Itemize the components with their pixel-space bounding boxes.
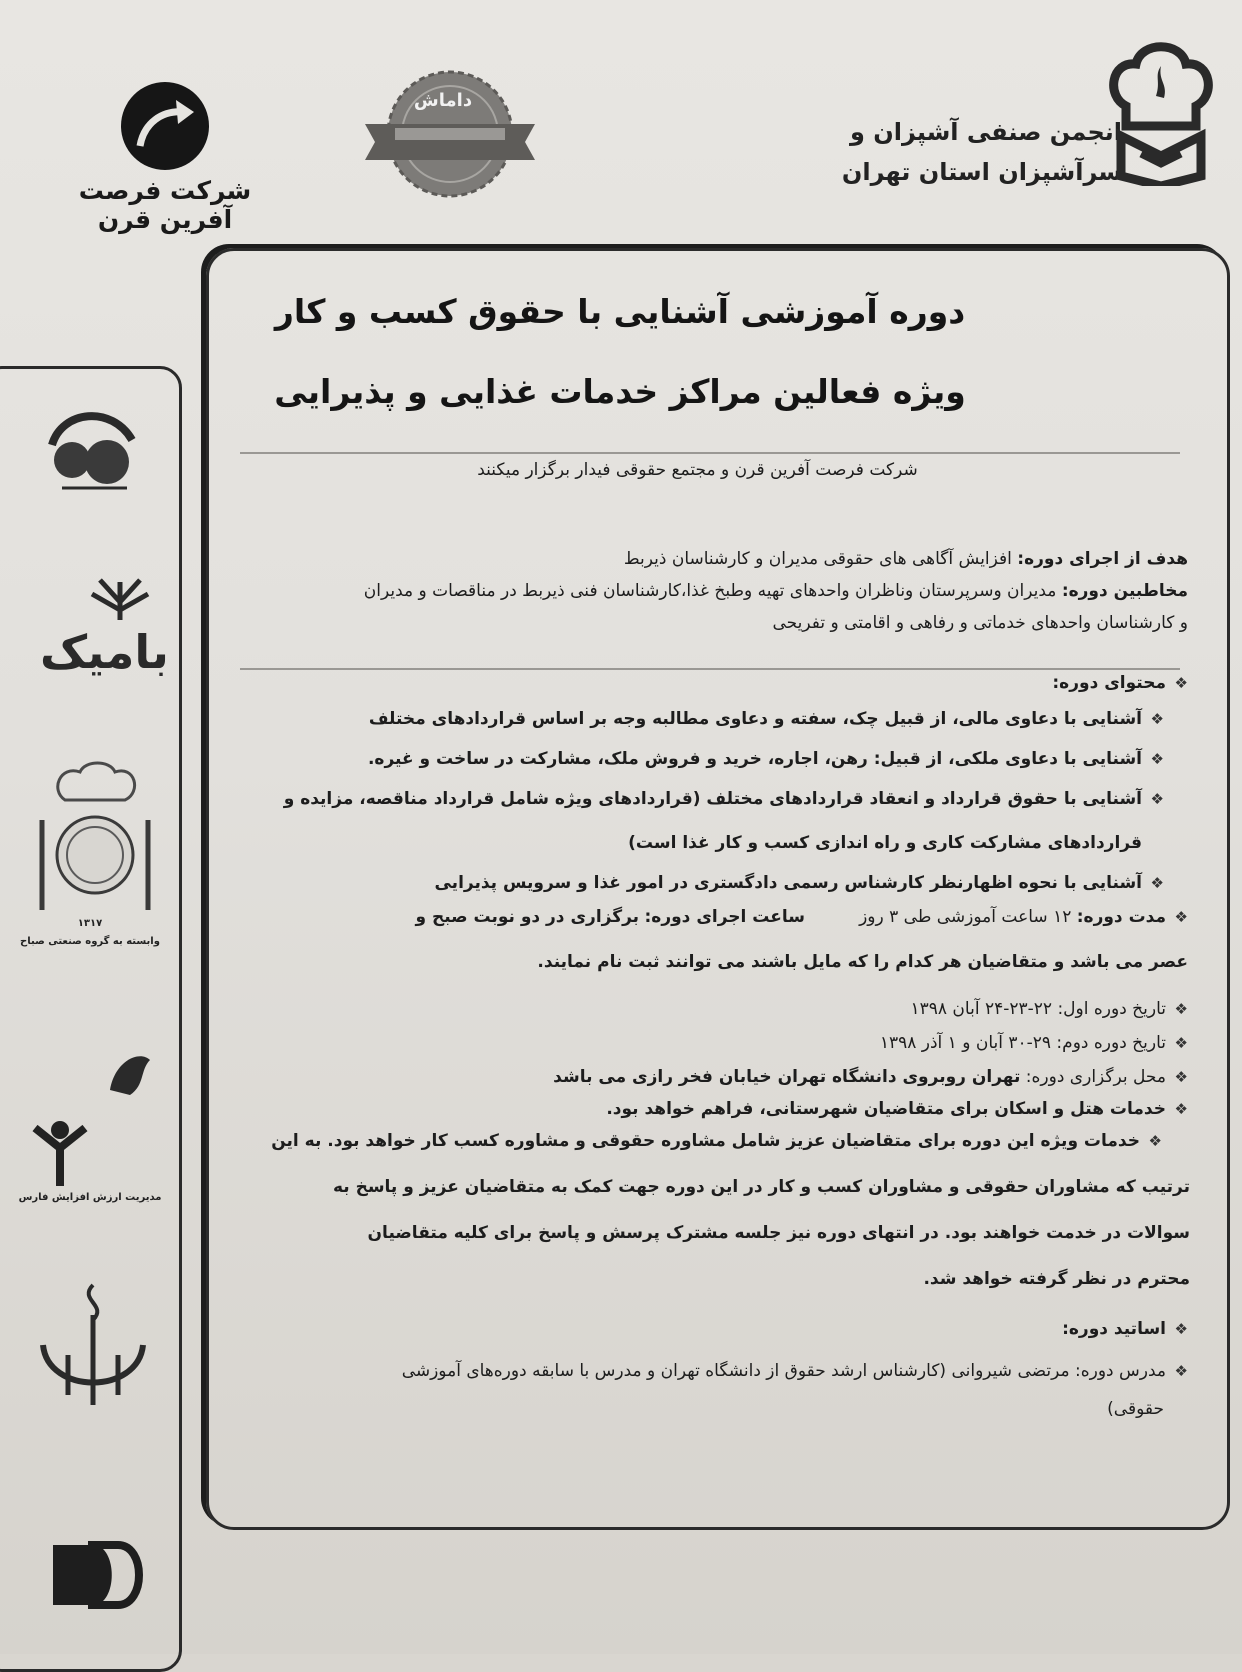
teacher-line-2: حقوقی) (1107, 1399, 1164, 1419)
organizers-line: شرکت فرصت آفرین قرن و مجتمع حقوقی فیدار برگزار میکنند (477, 460, 918, 480)
goal-text: افزایش آگاهی های حقوقی مدیران و کارشناسان ذیربط (623, 549, 1012, 569)
title-line2: ویژه فعالین مراکز خدمات غذایی و پذیرایی (274, 372, 966, 411)
teacher-line: ❖مدرس دوره: مرتضی شیروانی (کارشناس ارشد حقوق از دانشگاه تهران و مدرس با سابقه دوره‌های آموزشی (218, 1354, 1188, 1388)
special-services-3: سوالات در خدمت خواهند بود. در انتهای دوره نیز جلسه مشترک پرسش و پاسخ برای کلیه متقاضیان (367, 1223, 1190, 1243)
content-label: محتوای دوره: (1052, 673, 1166, 693)
bullet-icon: ❖ (1174, 1034, 1188, 1052)
duration-text: ۱۲ ساعت آموزشی طی ۳ روز (859, 907, 1072, 927)
venue-label: محل برگزاری دوره: (1025, 1067, 1166, 1087)
duration-label: مدت دوره: (1076, 907, 1166, 927)
time-line-2: عصر می باشد و متقاضیان هر کدام را که مایل باشند می توانند ثبت نام نمایند. (537, 952, 1188, 972)
bullet-icon: ❖ (1150, 790, 1164, 808)
special-services-1: ❖خدمات ویژه این دوره برای متقاضیان عزیز شامل مشاوره حقوقی و مشاوره کسب کار خواهد بود. به این (222, 1124, 1162, 1158)
content-item-continued: قراردادهای مشارکت کاری و راه اندازی کسب و کار غذا است) (628, 833, 1142, 853)
bullet-icon: ❖ (1174, 1100, 1188, 1118)
restaurant-logo (42, 400, 142, 500)
time-label: ساعت اجرای دوره: (644, 907, 806, 927)
person-icon (30, 1118, 90, 1188)
content-item: ❖آشنایی با دعاوی ملکی، از قبیل: رهن، اجاره، خرید و فروش ملک، مشارکت در ساخت و غیره. (224, 742, 1164, 776)
content-item: ❖آشنایی با نحوه اظهارنظر کارشناس رسمی دادگستری در امور غذا و سرویس پذیرایی (224, 866, 1164, 900)
cultural-emblem (28, 1275, 158, 1425)
audience-text-2: و کارشناسان واحدهای خدماتی و رفاهی و اقامتی و تفریحی (772, 613, 1188, 633)
venue-text: تهران روبروی دانشگاه تهران خیابان فخر رازی می باشد (553, 1067, 1021, 1087)
date-second-course: ❖تاریخ دوره دوم: ۲۹-۳۰ آبان و ۱ آذر ۱۳۹۸ (238, 1026, 1188, 1060)
teachers-heading: ❖اساتید دوره: (238, 1312, 1188, 1346)
damash-badge (355, 62, 545, 202)
bullet-icon: ❖ (1174, 908, 1188, 926)
sponsor-sidebar (0, 366, 182, 1672)
date-first-course: ❖تاریخ دوره اول: ۲۲-۲۳-۲۴ آبان ۱۳۹۸ (238, 992, 1188, 1026)
bullet-icon: ❖ (1174, 674, 1188, 692)
company-name: شرکت فرصت آفرین قرن (78, 176, 252, 234)
bullet-icon: ❖ (1174, 1362, 1188, 1380)
bullet-icon: ❖ (1174, 1068, 1188, 1086)
content-heading (238, 666, 1188, 700)
goal-line (288, 545, 1188, 574)
bamik-logo-text: بامیک (40, 625, 169, 679)
time-text: برگزاری در دو نوبت صبح و (415, 907, 640, 927)
content-item: ❖آشنایی با دعاوی مالی، از قبیل چک، سفته و دعاوی مطالبه وجه بر اساس قراردادهای مختلف (224, 702, 1164, 736)
venue-line (238, 1060, 1188, 1094)
food-group-caption: وابسته به گروه صنعتی صباح (20, 936, 160, 947)
chef-hat-logo (1106, 36, 1216, 186)
content-item: ❖آشنایی با حقوق قرارداد و انعقاد قراردادهای مختلف (قراردادهای ویژه شامل قرارداد مناقصه، مزایده و (224, 782, 1164, 816)
audience-line (238, 577, 1188, 606)
association-name (822, 112, 1122, 192)
food-group-year: ۱۳۱۷ (77, 918, 103, 929)
company-circle-logo (110, 78, 220, 178)
bullet-icon: ❖ (1150, 750, 1164, 768)
title-divider (240, 452, 1180, 454)
food-group-seal (30, 760, 160, 920)
bullet-icon: ❖ (1174, 1320, 1188, 1338)
damash-badge-label: داماش (413, 90, 473, 111)
bullet-icon: ❖ (1150, 874, 1164, 892)
association-name-line2: سرآشپزان استان تهران (841, 158, 1122, 186)
bullet-icon: ❖ (1148, 1132, 1162, 1150)
goal-label: هدف از اجرای دوره: (1017, 549, 1188, 569)
wheat-icon (80, 572, 160, 622)
hotel-line: ❖خدمات هتل و اسکان برای متقاضیان شهرستانی، فراهم خواهد بود. (238, 1092, 1188, 1126)
audience-label: مخاطبین دوره: (1061, 581, 1188, 601)
value-logo (100, 1040, 160, 1100)
bottom-logo (48, 1540, 148, 1610)
duration-line (238, 900, 1188, 934)
ministry-caption: مدیریت ارزش افزایش فارس (18, 1192, 162, 1203)
title-line1: دوره آموزشی آشنایی با حقوق کسب و کار (274, 292, 966, 331)
bullet-icon: ❖ (1174, 1000, 1188, 1018)
bullet-icon: ❖ (1150, 710, 1164, 728)
special-services-4: محترم در نظر گرفته خواهد شد. (923, 1269, 1190, 1289)
association-name-line1: انجمن صنفی آشپزان و (849, 118, 1122, 146)
special-services-2: ترتیب که مشاوران حقوقی و مشاوران کسب و کار در این دوره جهت کمک به متقاضیان عزیز و پاسخ به (332, 1177, 1190, 1197)
audience-text-1: مدیران وسرپرستان وناظران واحدهای تهیه وطبخ غذا،کارشناسان فنی ذیربط در مناقصات و مدیران (363, 581, 1057, 601)
